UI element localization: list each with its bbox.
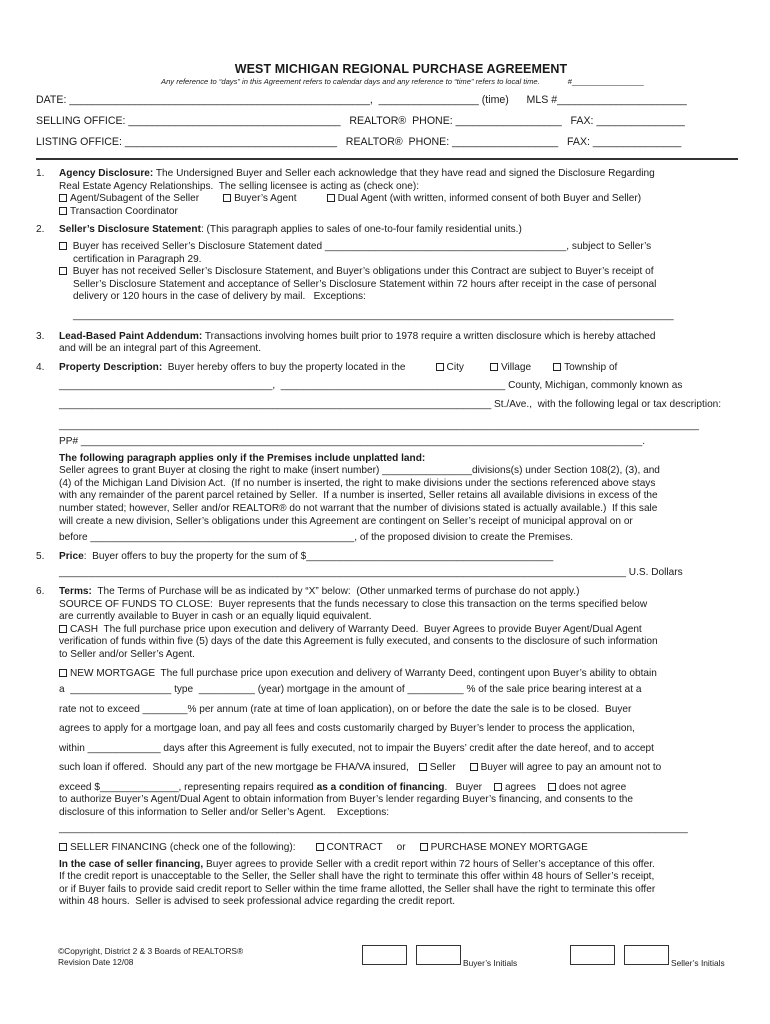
- contract-checkbox[interactable]: [316, 843, 324, 851]
- buyer-initials-box-2[interactable]: [416, 945, 461, 965]
- checkbox-label: Agent/Subagent of the Seller: [70, 193, 200, 205]
- checkbox-label: CASH The full purchase price upon execution and delivery of Warranty Deed. Buyer Agrees to provide Buyer Agent/Dual Agent: [70, 623, 642, 635]
- section-text: : (This paragraph applies to sales of one-to-four family residential units.): [200, 224, 522, 236]
- checkbox-label: SELLER FINANCING (check one of the following):: [70, 842, 296, 854]
- legal-description-field[interactable]: __________________________________________________________________________________________________________________: [59, 419, 699, 431]
- section-text: Transactions involving homes built prior to 1978 require a written disclosure which is hereby attached: [202, 330, 656, 342]
- buyers-agent-checkbox[interactable]: [223, 194, 231, 202]
- date-mls-line[interactable]: DATE: ___________________________________________________, _________________ (time) MLS #______________________: [36, 94, 687, 106]
- seller-financing-checkbox[interactable]: [59, 843, 67, 851]
- section-lead-paint: [36, 331, 738, 356]
- buyer-does-not-agree-checkbox[interactable]: [548, 783, 556, 791]
- revision-date: Revision Date 12/08: [58, 956, 134, 967]
- section-text: disclosure of this information to Seller and/or Seller’s Agent. Exceptions:: [59, 806, 390, 818]
- section-price: [36, 551, 738, 580]
- listing-office-line[interactable]: LISTING OFFICE: ____________________________________ REALTOR® PHONE: __________________ FAX: _______________: [36, 136, 682, 148]
- section-text: or: [396, 842, 406, 854]
- checkbox-label: agrees: [505, 781, 536, 793]
- section-text: SOURCE OF FUNDS TO CLOSE: Buyer represents that the funds necessary to close this transaction on the terms specified below: [59, 598, 648, 610]
- section-text: (4) of the Michigan Land Division Act. (If no number is inserted, the right to make divisions under the sections referenced above stays: [59, 477, 656, 489]
- section-text: Real Estate Agency Relationships. The selling licensee is acting as (check one):: [59, 180, 420, 192]
- interest-rate-field[interactable]: rate not to exceed ________% per annum (rate at time of loan application), on or before the date the sale is to be closed. Buyer: [59, 703, 632, 715]
- section-text: Seller’s Disclosure Statement and acceptance of Seller’s Disclosure Statement within 72 hours after receipt in the case of personal: [73, 278, 657, 290]
- checkbox-label: Township of: [564, 361, 618, 373]
- unplatted-land-heading: The following paragraph applies only if the Premises include unplatted land:: [59, 452, 426, 464]
- section-text: such loan if offered. Should any part of the new mortgage be FHA/VA insured,: [59, 762, 409, 774]
- header-divider: [36, 158, 738, 160]
- section-title: Price: [59, 550, 84, 562]
- checkbox-label: Buyer will agree to pay an amount not to: [480, 762, 662, 774]
- buyer-initials-label: Buyer’s Initials: [463, 958, 518, 968]
- section-number: 6.: [36, 586, 45, 598]
- section-number: 4.: [36, 361, 45, 373]
- section-text: to authorize Buyer’s Agent/Dual Agent to obtain information from Buyer’s lender regarding Buyer’s financing, and consents to the: [59, 794, 634, 806]
- section-text: Buyer hereby offers to buy the property located in the: [162, 361, 406, 373]
- section-title: Property Description:: [59, 361, 163, 373]
- section-text: verification of funds within five (5) days of the date this Agreement is fully executed, and consents to the disclosure of such information: [59, 636, 658, 648]
- section-agency-disclosure: [36, 168, 738, 218]
- new-mortgage-checkbox[interactable]: [59, 669, 67, 677]
- village-checkbox[interactable]: [490, 363, 498, 371]
- exceptions-field[interactable]: ___________________________________________________________________________________________________________: [73, 309, 674, 321]
- section-title: Terms:: [59, 586, 92, 598]
- dual-agent-checkbox[interactable]: [327, 194, 335, 202]
- checkbox-label: CONTRACT: [326, 842, 383, 854]
- section-text: agrees to apply for a mortgage loan, and pay all fees and costs customarily charged by Buyer’s lender to process the application,: [59, 723, 635, 735]
- section-text: or if Buyer fails to provide said credit report to Seller within the time frame allotted, the Seller shall have the right to terminate this offer: [59, 883, 656, 895]
- section-text: and will be an integral part of this Agreement.: [59, 343, 261, 355]
- section-text: as a condition of financing: [313, 781, 445, 793]
- agreement-number-field[interactable]: #_________________: [567, 77, 644, 86]
- buyer-agrees-checkbox[interactable]: [494, 783, 502, 791]
- checkbox-label: does not agree: [558, 781, 627, 793]
- section-number: 3.: [36, 330, 45, 342]
- section-title: Lead-Based Paint Addendum:: [59, 330, 203, 342]
- checkbox-label: Buyer has not received Seller’s Disclosure Statement, and Buyer’s obligations under this Contract are subject to Buyer’s receipt of: [70, 266, 654, 278]
- section-text: with any remainder of the parent parcel retained by Seller. If a number is inserted, Seller retains all available divisions in excess of the: [59, 490, 658, 502]
- agent-subagent-checkbox[interactable]: [59, 194, 67, 202]
- section-text: The Undersigned Buyer and Seller each acknowledge that they have read and signed the Disclosure Regarding: [153, 168, 655, 179]
- application-days-field[interactable]: within _____________ days after this Agreement is fully executed, not to impair the Buyers’ credit after the date hereof, and to accept: [59, 742, 654, 754]
- section-text: The Terms of Purchase will be as indicated by “X” below: (Other unmarked terms of purchase do not apply.): [91, 586, 580, 598]
- checkbox-label: NEW MORTGAGE The full purchase price upon execution and delivery of Warranty Deed, contingent upon Buyer’s ability to obtain: [70, 667, 657, 679]
- section-text: will create a new division, Seller’s obligations under this Agreement are contingent on Seller’s receipt of municipal approval on or: [59, 515, 633, 527]
- fha-seller-checkbox[interactable]: [419, 763, 427, 771]
- checkbox-label: Village: [500, 361, 532, 373]
- section-text: Buyer agrees to provide Seller with a credit report within 72 hours of Seller’s acceptance of this offer.: [203, 858, 655, 870]
- mortgage-type-field[interactable]: a __________________ type __________ (year) mortgage in the amount of __________ % of the sale price bearing interest at a: [59, 684, 642, 696]
- checkbox-label: Dual Agent (with written, informed consent of both Buyer and Seller): [337, 193, 642, 205]
- section-text: number stated; however, Seller and/or REALTOR® do not warrant that the number of divisions stated is actually available.) If this sale: [59, 503, 658, 515]
- buyer-initials-box-1[interactable]: [362, 945, 407, 965]
- section-title: Agency Disclosure:: [59, 168, 154, 179]
- section-text: delivery or 120 hours in the case of delivery by mail. Exceptions:: [73, 291, 366, 303]
- property-location-field[interactable]: ______________________________________, ________________________________________ County, Michigan, commonly known as: [59, 380, 683, 392]
- section-number: 2.: [36, 224, 45, 236]
- section-title: Seller’s Disclosure Statement: [59, 224, 201, 236]
- ppn-field[interactable]: PP# ____________________________________________________________________________________________________.: [59, 436, 646, 448]
- section-text: If the credit report is unacceptable to the Seller, the Seller shall have the right to terminate this offer within 48 hours of Seller’s receipt,: [59, 871, 655, 883]
- city-checkbox[interactable]: [436, 363, 444, 371]
- section-property-description: [36, 362, 738, 545]
- disclosure-not-received-checkbox[interactable]: [59, 267, 67, 275]
- section-text: . Buyer: [444, 781, 483, 793]
- selling-office-line[interactable]: SELLING OFFICE: ____________________________________ REALTOR® PHONE: __________________ FAX: _______________: [36, 115, 685, 127]
- price-in-words-field[interactable]: _____________________________________________________________________________________________________ U.S. Dollars: [59, 567, 683, 579]
- document-title: WEST MICHIGAN REGIONAL PURCHASE AGREEMENT: [234, 62, 568, 76]
- checkbox-label: Transaction Coordinator: [70, 205, 178, 217]
- time-reference-note: [161, 77, 738, 86]
- subtitle-text: Any reference to “days” in this Agreement refers to calendar days and any reference to “time” refers to local time.: [161, 77, 540, 86]
- purchase-agreement-page: [36, 62, 738, 909]
- street-address-field[interactable]: _____________________________________________________________________________ St./Ave., with the following legal or tax description:: [59, 398, 722, 410]
- seller-initials-box-2[interactable]: [624, 945, 669, 965]
- section-text: within 48 hours. Seller is advised to seek professional advice regarding the credit report.: [59, 896, 456, 908]
- checkbox-label: Buyer has received Seller’s Disclosure Statement dated ___________________________________________, subject to Seller’s: [70, 240, 652, 252]
- checkbox-label: City: [446, 361, 464, 373]
- section-sellers-disclosure: [36, 224, 738, 322]
- transaction-coordinator-checkbox[interactable]: [59, 207, 67, 215]
- seller-initials-label: Seller’s Initials: [671, 958, 725, 968]
- disclosure-received-checkbox[interactable]: [59, 242, 67, 250]
- section-number: 5.: [36, 550, 45, 562]
- section-text: are currently available to Buyer in cash or an equally liquid equivalent.: [59, 611, 372, 623]
- seller-initials-box-1[interactable]: [570, 945, 615, 965]
- repairs-amount-field[interactable]: exceed $______________, representing repairs required: [59, 781, 314, 793]
- division-approval-date-field[interactable]: before _______________________________________________, of the proposed division to create the Premises.: [59, 532, 574, 544]
- fha-buyer-checkbox[interactable]: [470, 763, 478, 771]
- price-field[interactable]: : Buyer offers to buy the property for the sum of $____________________________________________: [83, 550, 554, 562]
- section-number: 1.: [36, 168, 45, 179]
- copyright-text: ©Copyright, District 2 & 3 Boards of REALTORS®: [58, 946, 244, 956]
- checkbox-label: PURCHASE MONEY MORTGAGE: [430, 842, 588, 854]
- checkbox-label: Seller: [429, 762, 456, 774]
- township-checkbox[interactable]: [553, 363, 561, 371]
- section-text: Seller agrees to grant Buyer at closing the right to make (insert number) ________________divisions(s) under Section 108(2), (3), and: [59, 465, 660, 477]
- checkbox-label: Buyer’s Agent: [234, 193, 297, 205]
- section-text: to Seller and/or Seller’s Agent.: [59, 649, 195, 660]
- cash-checkbox[interactable]: [59, 625, 67, 633]
- section-text: In the case of seller financing,: [59, 858, 204, 870]
- section-terms: [36, 586, 738, 909]
- section-text: certification in Paragraph 29.: [73, 253, 202, 265]
- purchase-money-mortgage-checkbox[interactable]: [420, 843, 428, 851]
- mortgage-exceptions-field[interactable]: ________________________________________________________________________________________________________________: [59, 823, 688, 835]
- footer-copyright: [58, 946, 243, 967]
